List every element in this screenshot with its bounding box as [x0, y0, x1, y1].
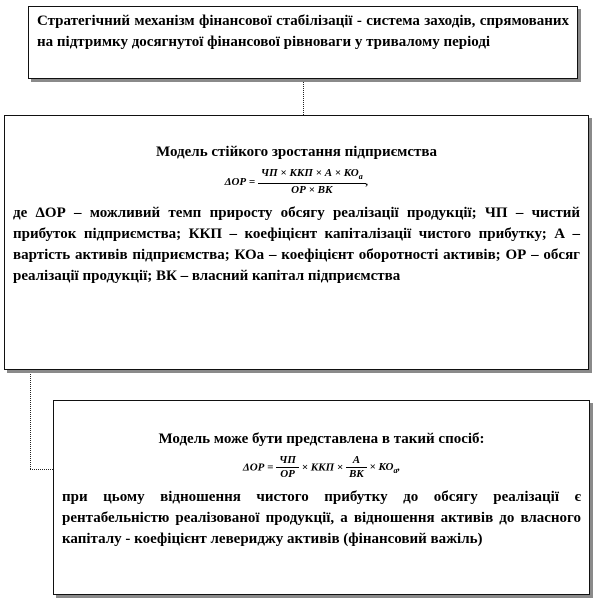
connector-box1-box2 [303, 80, 304, 115]
formula2-trail: , [397, 460, 401, 473]
fraction2-numerator: А [346, 454, 367, 468]
formula2-fraction-2 [346, 454, 367, 481]
connector-box2-box3-horizontal [30, 469, 53, 470]
representation-description: при цьому відношення чистого прибутку до обсягу реалізації є рентабельністю реалізованої продукції, а відношення активів до власного капіталу - коефіцієнт левериджу активів (фінансовий важіль) [62, 489, 581, 547]
model-representation-box [53, 400, 590, 595]
formula-lhs: ΔОР = [224, 176, 256, 188]
connector-box2-box3-vertical [30, 371, 31, 469]
formula2-middle: × ККП × [301, 461, 344, 474]
formula-denominator: ОР × ВК [291, 184, 333, 196]
fraction1-numerator: ЧП [276, 454, 299, 468]
formula2-lhs: ΔОР = [242, 461, 274, 474]
sustainable-growth-model-box [4, 115, 589, 370]
numerator-text: ЧП × ККП × А × КО [260, 167, 359, 179]
model-description: де ΔОР – можливий темп приросту обсягу реалізації продукції; ЧП – чистий прибуток підприємства; ККП – коефіцієнт капіталізації чистого прибутку; А – вартість активів підприємства; КОа – коефіцієнт оборотності активів; ОР – обсяг реалізації продукції; ВК – власний капітал підприємства [13, 205, 580, 284]
growth-formula [13, 167, 580, 197]
formula2-tail [370, 461, 401, 473]
formula2-fraction-1 [276, 454, 299, 481]
formula-numerator [258, 167, 366, 184]
fraction2-denominator: ВК [348, 468, 364, 480]
model-title: Модель стійкого зростання підприємства [156, 144, 437, 160]
numerator-subscript: а [358, 172, 363, 181]
representation-title: Модель може бути представлена в такий спосіб: [158, 431, 485, 447]
strategic-mechanism-text: Стратегічний механізм фінансової стабілізації - система заходів, спрямованих на підтримку досягнутої фінансової рівноваги у тривалому періоді [37, 13, 569, 50]
strategic-mechanism-box [28, 6, 578, 79]
tail-subscript: а [393, 465, 398, 475]
fraction1-denominator: ОР [280, 468, 295, 480]
formula-fraction [258, 167, 366, 197]
formula-trail: , [365, 176, 369, 188]
tail-text: × КО [369, 460, 394, 473]
representation-formula [62, 454, 581, 481]
